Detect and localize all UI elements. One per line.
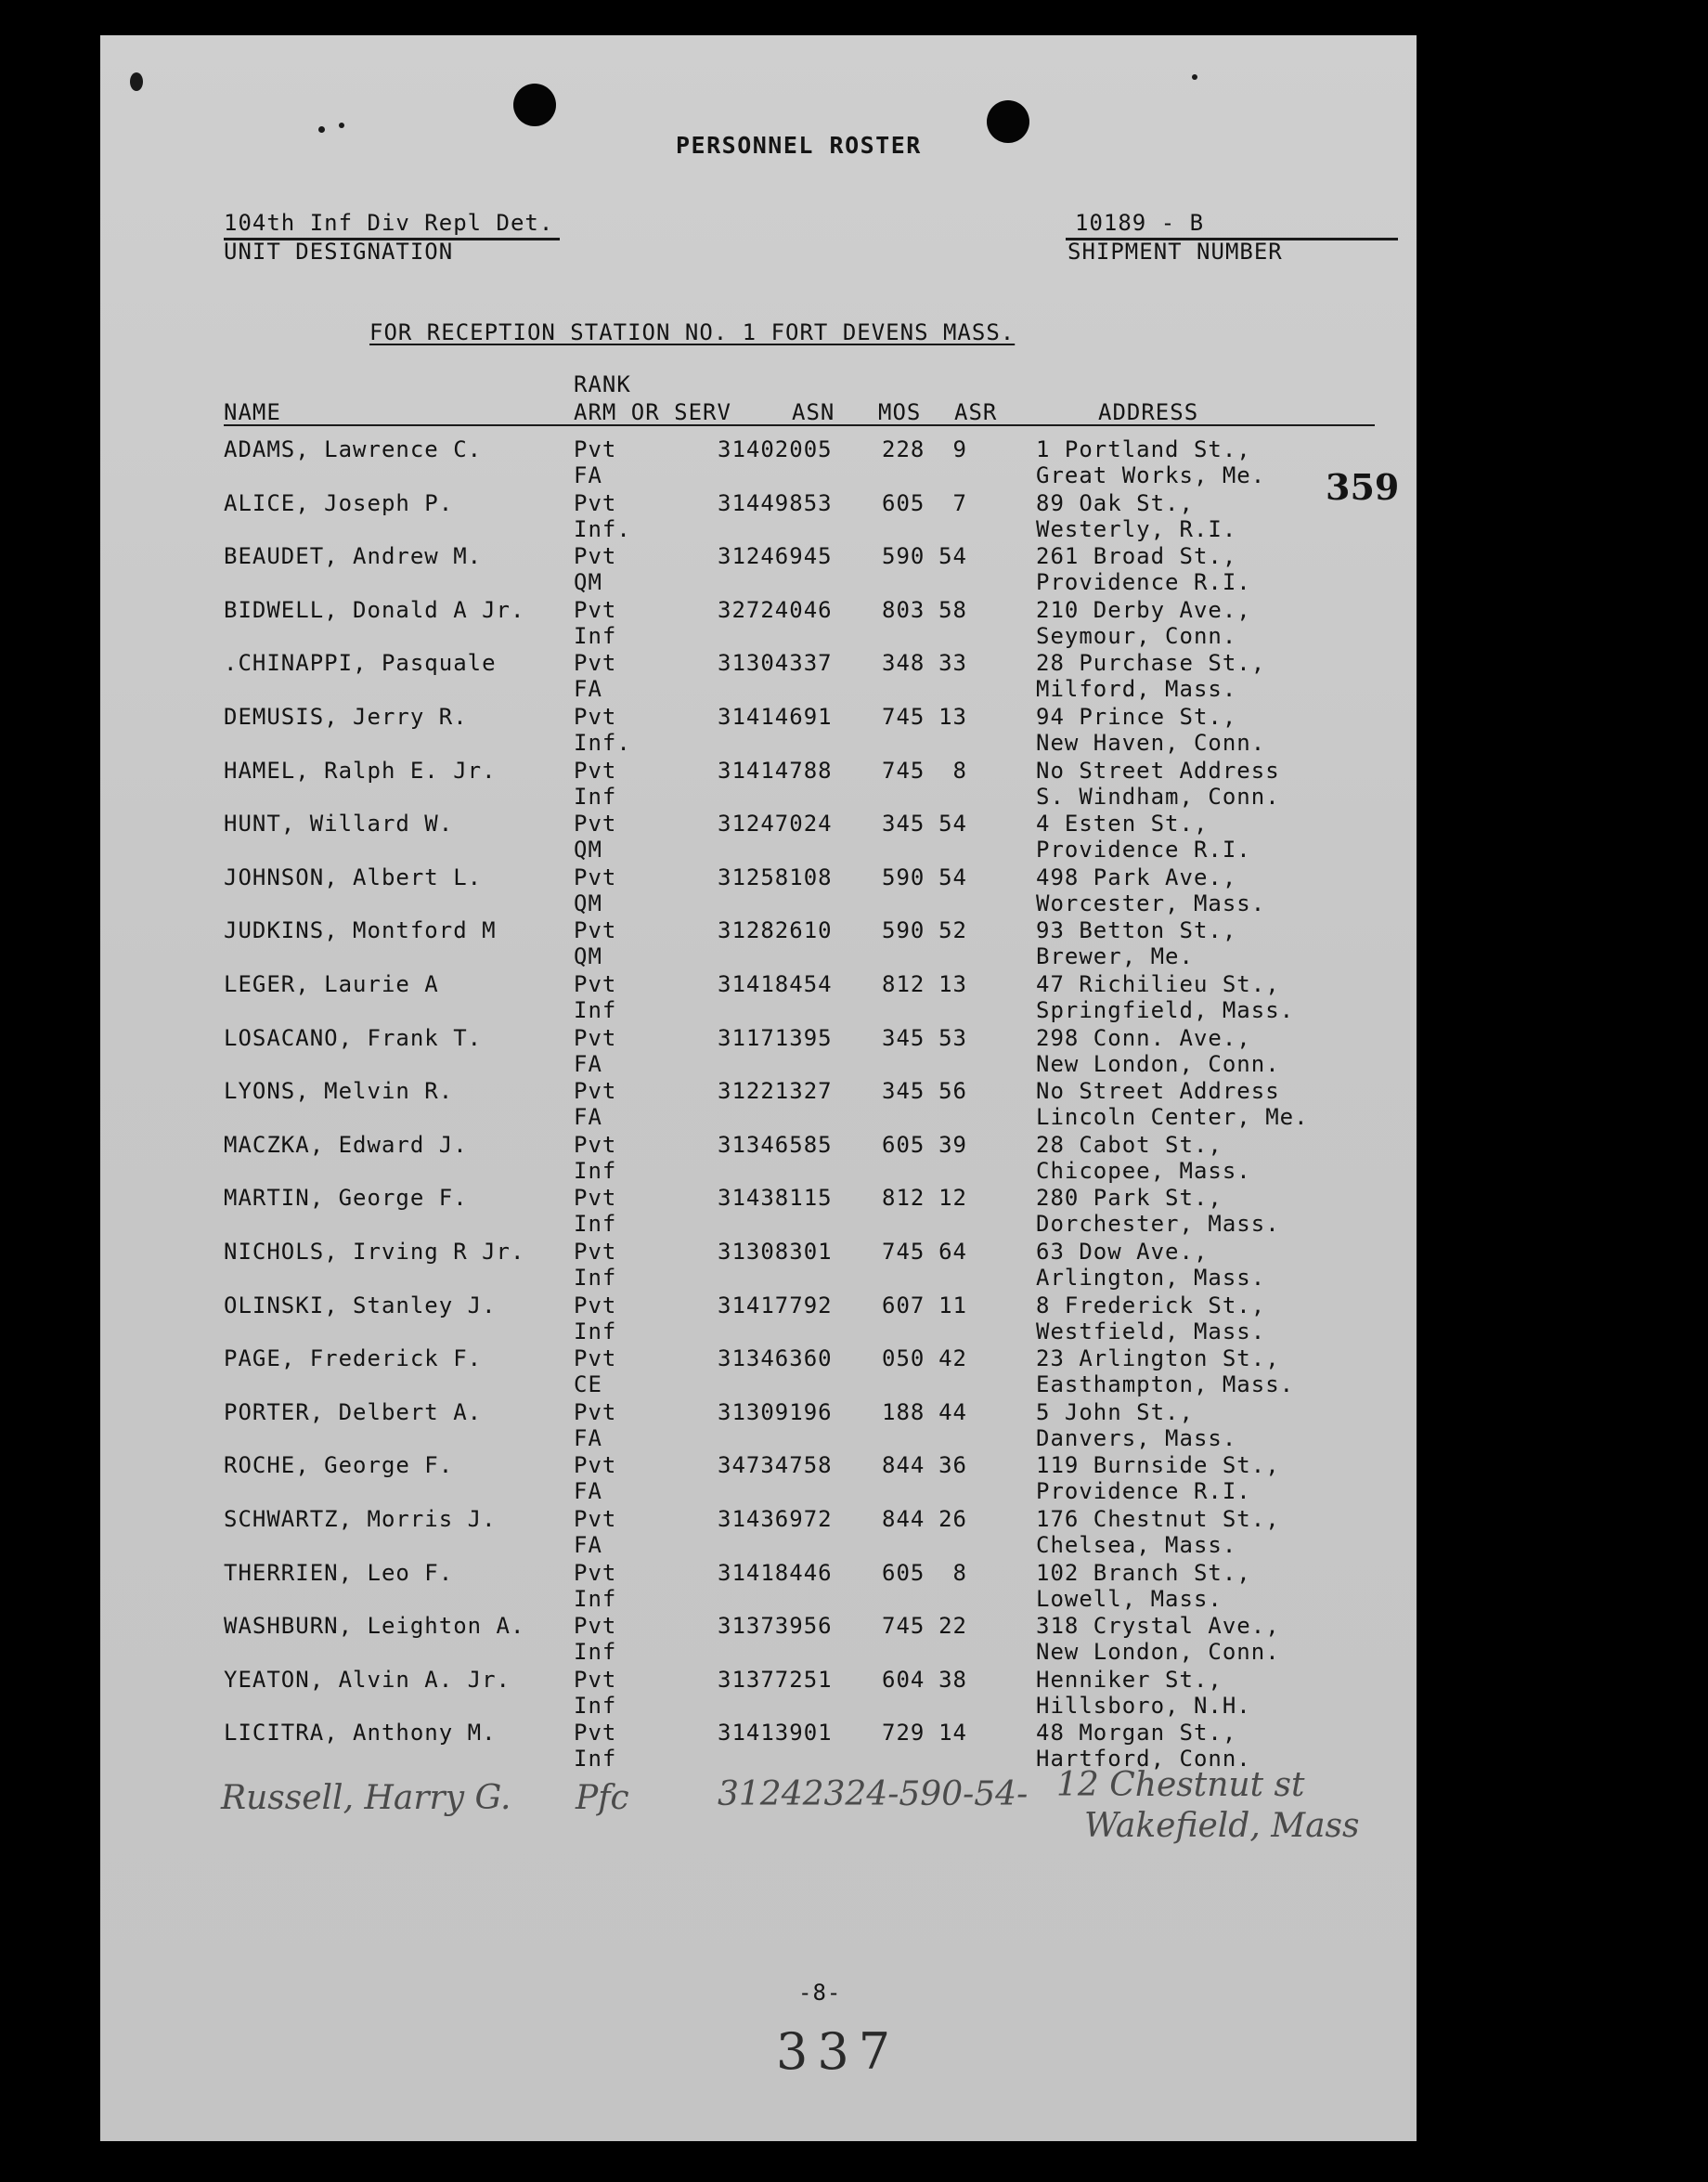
row-address-line2: Springfield, Mass.	[1036, 997, 1295, 1023]
row-mos: 345	[882, 811, 925, 838]
row-address-line1: 119 Burnside St.,	[1036, 1452, 1280, 1479]
row-mos: 188	[882, 1398, 925, 1425]
row-mos: 844	[882, 1506, 925, 1532]
row-address-line2: Milford, Mass.	[1036, 676, 1237, 703]
row-address-line1: 48 Morgan St.,	[1036, 1720, 1237, 1747]
row-arm: Inf	[574, 1639, 617, 1666]
row-address-line1: 261 Broad St.,	[1036, 543, 1237, 570]
row-name: DEMUSIS, Jerry R.	[224, 704, 468, 730]
row-name: PAGE, Frederick F.	[224, 1345, 483, 1372]
row-asn: 31413901	[718, 1720, 833, 1747]
row-rank: Pvt	[574, 1452, 617, 1479]
shipment-number-label: SHIPMENT NUMBER	[1068, 239, 1283, 265]
row-arm: Inf	[574, 1585, 617, 1612]
row-arm: FA	[574, 1104, 602, 1131]
row-asn: 31247024	[718, 811, 833, 838]
row-name: JOHNSON, Albert L.	[224, 864, 483, 890]
row-name: MARTIN, George F.	[224, 1185, 468, 1212]
row-mos: 228	[882, 436, 925, 462]
row-address-line2: New Haven, Conn.	[1036, 730, 1266, 756]
row-rank: Pvt	[574, 1720, 617, 1747]
row-arm: FA	[574, 1050, 602, 1077]
row-address-line1: 1 Portland St.,	[1036, 436, 1251, 462]
row-address-line2: Providence R.I.	[1036, 569, 1251, 596]
row-mos: 605	[882, 489, 925, 516]
row-rank: Pvt	[574, 864, 617, 890]
row-name: YEATON, Alvin A. Jr.	[224, 1666, 511, 1693]
row-mos: 745	[882, 1239, 925, 1265]
row-mos: 812	[882, 1185, 925, 1212]
row-asn: 31438115	[718, 1185, 833, 1212]
row-mos: 604	[882, 1666, 925, 1693]
row-address-line1: 210 Derby Ave.,	[1036, 596, 1251, 623]
row-asn: 31221327	[718, 1078, 833, 1105]
row-asr: 54	[938, 864, 967, 890]
row-address-line1: 63 Dow Ave.,	[1036, 1239, 1209, 1265]
row-mos: 345	[882, 1078, 925, 1105]
page-number: -8-	[798, 1980, 842, 2006]
row-name: HUNT, Willard W.	[224, 811, 454, 838]
row-arm: QM	[574, 837, 602, 864]
row-rank: Pvt	[574, 1131, 617, 1158]
row-address-line2: Brewer, Me.	[1036, 943, 1194, 970]
row-asn: 31304337	[718, 650, 833, 677]
row-address-line1: 8 Frederick St.,	[1036, 1292, 1266, 1318]
row-address-line1: 176 Chestnut St.,	[1036, 1506, 1280, 1532]
row-name: NICHOLS, Irving R Jr.	[224, 1239, 525, 1265]
row-name: BIDWELL, Donald A Jr.	[224, 596, 525, 623]
row-asn: 34734758	[718, 1452, 833, 1479]
row-asn: 31402005	[718, 436, 833, 462]
row-asr: 64	[938, 1239, 967, 1265]
punch-hole-left	[513, 84, 556, 126]
roster-page	[100, 35, 1417, 2141]
row-asr: 42	[938, 1345, 967, 1372]
row-asn: 31417792	[718, 1292, 833, 1318]
row-rank: Pvt	[574, 1292, 617, 1318]
row-asr: 14	[938, 1720, 967, 1747]
ink-speck	[339, 123, 344, 128]
row-rank: Pvt	[574, 1398, 617, 1425]
row-name: JUDKINS, Montford M	[224, 917, 497, 944]
column-header-mos: MOS	[878, 399, 922, 425]
row-mos: 745	[882, 757, 925, 784]
row-address-line1: 298 Conn. Ave.,	[1036, 1024, 1251, 1051]
row-asr: 26	[938, 1506, 967, 1532]
row-address-line1: 28 Purchase St.,	[1036, 650, 1266, 677]
row-arm: Inf	[574, 997, 617, 1023]
row-asr: 54	[938, 811, 967, 838]
row-address-line2: Arlington, Mass.	[1036, 1265, 1266, 1291]
row-asr: 33	[938, 650, 967, 677]
row-address-line2: Chelsea, Mass.	[1036, 1532, 1237, 1558]
row-arm: FA	[574, 462, 602, 488]
row-rank: Pvt	[574, 1666, 617, 1693]
column-header-rule	[224, 424, 1375, 426]
row-address-line1: 93 Betton St.,	[1036, 917, 1237, 944]
row-address-line1: 47 Richilieu St.,	[1036, 971, 1280, 997]
column-header-asr: ASR	[954, 399, 998, 425]
row-rank: Pvt	[574, 1078, 617, 1105]
row-rank: Pvt	[574, 489, 617, 516]
row-asn: 31282610	[718, 917, 833, 944]
row-address-line2: Westerly, R.I.	[1036, 515, 1237, 542]
row-address-line2: Providence R.I.	[1036, 837, 1251, 864]
row-arm: Inf.	[574, 515, 631, 542]
row-asn: 31258108	[718, 864, 833, 890]
row-address-line2: Seymour, Conn.	[1036, 622, 1237, 649]
row-asr: 56	[938, 1078, 967, 1105]
row-mos: 348	[882, 650, 925, 677]
row-name: LEGER, Laurie A	[224, 971, 439, 997]
shipment-number-value: 10189 - B	[1075, 210, 1205, 236]
row-asr: 13	[938, 704, 967, 730]
row-address-line1: 5 John St.,	[1036, 1398, 1194, 1425]
row-address-line1: 498 Park Ave.,	[1036, 864, 1237, 890]
row-mos: 050	[882, 1345, 925, 1372]
row-rank: Pvt	[574, 757, 617, 784]
row-name: SCHWARTZ, Morris J.	[224, 1506, 497, 1532]
row-asn: 31373956	[718, 1613, 833, 1640]
row-address-line2: Easthampton, Mass.	[1036, 1371, 1295, 1398]
row-mos: 812	[882, 971, 925, 997]
handwritten-rank: Pfc	[576, 1779, 629, 1817]
row-address-line2: New London, Conn.	[1036, 1639, 1280, 1666]
row-mos: 607	[882, 1292, 925, 1318]
row-address-line1: 28 Cabot St.,	[1036, 1131, 1223, 1158]
row-asn: 32724046	[718, 596, 833, 623]
row-address-line2: Hillsboro, N.H.	[1036, 1692, 1251, 1719]
page-title: PERSONNEL ROSTER	[676, 132, 922, 159]
stamp-number: 359	[1326, 466, 1400, 508]
row-address-line2: S. Windham, Conn.	[1036, 783, 1280, 810]
row-mos: 345	[882, 1024, 925, 1051]
row-arm: Inf	[574, 1265, 617, 1291]
row-rank: Pvt	[574, 1559, 617, 1586]
row-asr: 11	[938, 1292, 967, 1318]
row-rank: Pvt	[574, 1239, 617, 1265]
row-name: OLINSKI, Stanley J.	[224, 1292, 497, 1318]
row-name: WASHBURN, Leighton A.	[224, 1613, 525, 1640]
row-arm: CE	[574, 1371, 602, 1398]
row-rank: Pvt	[574, 543, 617, 570]
row-rank: Pvt	[574, 1024, 617, 1051]
row-mos: 605	[882, 1131, 925, 1158]
row-arm: Inf	[574, 622, 617, 649]
column-header-rank: RANK	[574, 371, 631, 397]
column-header-address: ADDRESS	[1098, 399, 1199, 425]
row-address-line1: No Street Address	[1036, 1078, 1280, 1105]
row-rank: Pvt	[574, 436, 617, 462]
row-name: .CHINAPPI, Pasquale	[224, 650, 497, 677]
row-mos: 844	[882, 1452, 925, 1479]
row-arm: Inf	[574, 783, 617, 810]
handwritten-page-number: 337	[776, 2022, 900, 2081]
row-arm: QM	[574, 943, 602, 970]
row-address-line2: Worcester, Mass.	[1036, 890, 1266, 916]
row-address-line2: Danvers, Mass.	[1036, 1424, 1237, 1451]
row-name: LICITRA, Anthony M.	[224, 1720, 497, 1747]
row-rank: Pvt	[574, 1613, 617, 1640]
row-asn: 31414691	[718, 704, 833, 730]
row-rank: Pvt	[574, 917, 617, 944]
row-address-line2: Westfield, Mass.	[1036, 1318, 1266, 1344]
row-mos: 745	[882, 704, 925, 730]
row-rank: Pvt	[574, 650, 617, 677]
row-asr: 58	[938, 596, 967, 623]
row-mos: 590	[882, 864, 925, 890]
row-asr: 8	[952, 757, 967, 784]
row-rank: Pvt	[574, 1506, 617, 1532]
row-arm: Inf	[574, 1211, 617, 1238]
row-name: LYONS, Melvin R.	[224, 1078, 454, 1105]
row-address-line1: 318 Crystal Ave.,	[1036, 1613, 1280, 1640]
row-arm: FA	[574, 676, 602, 703]
row-name: ALICE, Joseph P.	[224, 489, 454, 516]
row-asn: 31418446	[718, 1559, 833, 1586]
row-asr: 44	[938, 1398, 967, 1425]
row-asr: 53	[938, 1024, 967, 1051]
row-mos: 590	[882, 917, 925, 944]
row-mos: 729	[882, 1720, 925, 1747]
column-header-asn: ASN	[792, 399, 835, 425]
row-arm: FA	[574, 1478, 602, 1505]
row-arm: QM	[574, 569, 602, 596]
row-asn: 31309196	[718, 1398, 833, 1425]
row-address-line1: Henniker St.,	[1036, 1666, 1223, 1693]
row-asr: 52	[938, 917, 967, 944]
row-mos: 605	[882, 1559, 925, 1586]
row-address-line1: No Street Address	[1036, 757, 1280, 784]
row-asr: 9	[952, 436, 967, 462]
row-asr: 36	[938, 1452, 967, 1479]
row-address-line2: Providence R.I.	[1036, 1478, 1251, 1505]
row-address-line1: 4 Esten St.,	[1036, 811, 1209, 838]
row-address-line1: 23 Arlington St.,	[1036, 1345, 1280, 1372]
row-name: PORTER, Delbert A.	[224, 1398, 483, 1425]
row-address-line2: Hartford, Conn.	[1036, 1746, 1251, 1773]
row-asn: 31346585	[718, 1131, 833, 1158]
row-address-line1: 94 Prince St.,	[1036, 704, 1237, 730]
row-arm: FA	[574, 1532, 602, 1558]
row-asr: 13	[938, 971, 967, 997]
row-rank: Pvt	[574, 971, 617, 997]
handwritten-numbers: 31242324-590-54-	[718, 1775, 1029, 1813]
row-address-line1: 102 Branch St.,	[1036, 1559, 1251, 1586]
row-rank: Pvt	[574, 596, 617, 623]
row-rank: Pvt	[574, 1345, 617, 1372]
row-asn: 31171395	[718, 1024, 833, 1051]
row-mos: 803	[882, 596, 925, 623]
row-name: THERRIEN, Leo F.	[224, 1559, 454, 1586]
row-address-line2: Lowell, Mass.	[1036, 1585, 1223, 1612]
row-address-line2: Great Works, Me.	[1036, 462, 1266, 488]
row-asn: 31414788	[718, 757, 833, 784]
row-address-line1: 89 Oak St.,	[1036, 489, 1194, 516]
row-asn: 31436972	[718, 1506, 833, 1532]
row-mos: 590	[882, 543, 925, 570]
row-name: ROCHE, George F.	[224, 1452, 454, 1479]
row-asn: 31449853	[718, 489, 833, 516]
row-address-line2: New London, Conn.	[1036, 1050, 1280, 1077]
punch-hole-right	[987, 100, 1029, 143]
row-name: LOSACANO, Frank T.	[224, 1024, 483, 1051]
unit-designation-value: 104th Inf Div Repl Det.	[224, 210, 554, 236]
handwritten-name: Russell, Harry G.	[221, 1779, 511, 1817]
column-header-name: NAME	[224, 399, 281, 425]
row-asr: 39	[938, 1131, 967, 1158]
row-address-line2: Dorchester, Mass.	[1036, 1211, 1280, 1238]
row-arm: Inf	[574, 1746, 617, 1773]
row-rank: Pvt	[574, 1185, 617, 1212]
row-address-line2: Chicopee, Mass.	[1036, 1157, 1251, 1184]
row-asr: 22	[938, 1613, 967, 1640]
row-asr: 7	[952, 489, 967, 516]
row-name: MACZKA, Edward J.	[224, 1131, 468, 1158]
handwritten-address-line2: Wakefield, Mass	[1084, 1807, 1360, 1845]
row-asr: 38	[938, 1666, 967, 1693]
row-asr: 54	[938, 543, 967, 570]
row-rank: Pvt	[574, 704, 617, 730]
row-asn: 31418454	[718, 971, 833, 997]
row-asr: 12	[938, 1185, 967, 1212]
row-arm: Inf	[574, 1157, 617, 1184]
row-arm: Inf.	[574, 730, 631, 756]
row-asn: 31246945	[718, 543, 833, 570]
row-address-line2: Lincoln Center, Me.	[1036, 1104, 1309, 1131]
row-asn: 31377251	[718, 1666, 833, 1693]
row-arm: QM	[574, 890, 602, 916]
unit-designation-label: UNIT DESIGNATION	[224, 239, 454, 265]
row-asn: 31308301	[718, 1239, 833, 1265]
ink-speck	[1192, 74, 1197, 80]
row-asr: 8	[952, 1559, 967, 1586]
row-name: BEAUDET, Andrew M.	[224, 543, 483, 570]
row-arm: FA	[574, 1424, 602, 1451]
row-name: HAMEL, Ralph E. Jr.	[224, 757, 497, 784]
row-arm: Inf	[574, 1692, 617, 1719]
column-header-arm: ARM OR SERV	[574, 399, 731, 425]
row-rank: Pvt	[574, 811, 617, 838]
row-address-line1: 280 Park St.,	[1036, 1185, 1223, 1212]
row-name: ADAMS, Lawrence C.	[224, 436, 483, 462]
destination-line: FOR RECEPTION STATION NO. 1 FORT DEVENS MASS.	[369, 319, 1016, 345]
row-asn: 31346360	[718, 1345, 833, 1372]
ink-speck	[130, 72, 143, 91]
ink-speck	[318, 126, 325, 133]
row-arm: Inf	[574, 1318, 617, 1344]
row-mos: 745	[882, 1613, 925, 1640]
handwritten-address-line1: 12 Chestnut st	[1056, 1766, 1305, 1804]
